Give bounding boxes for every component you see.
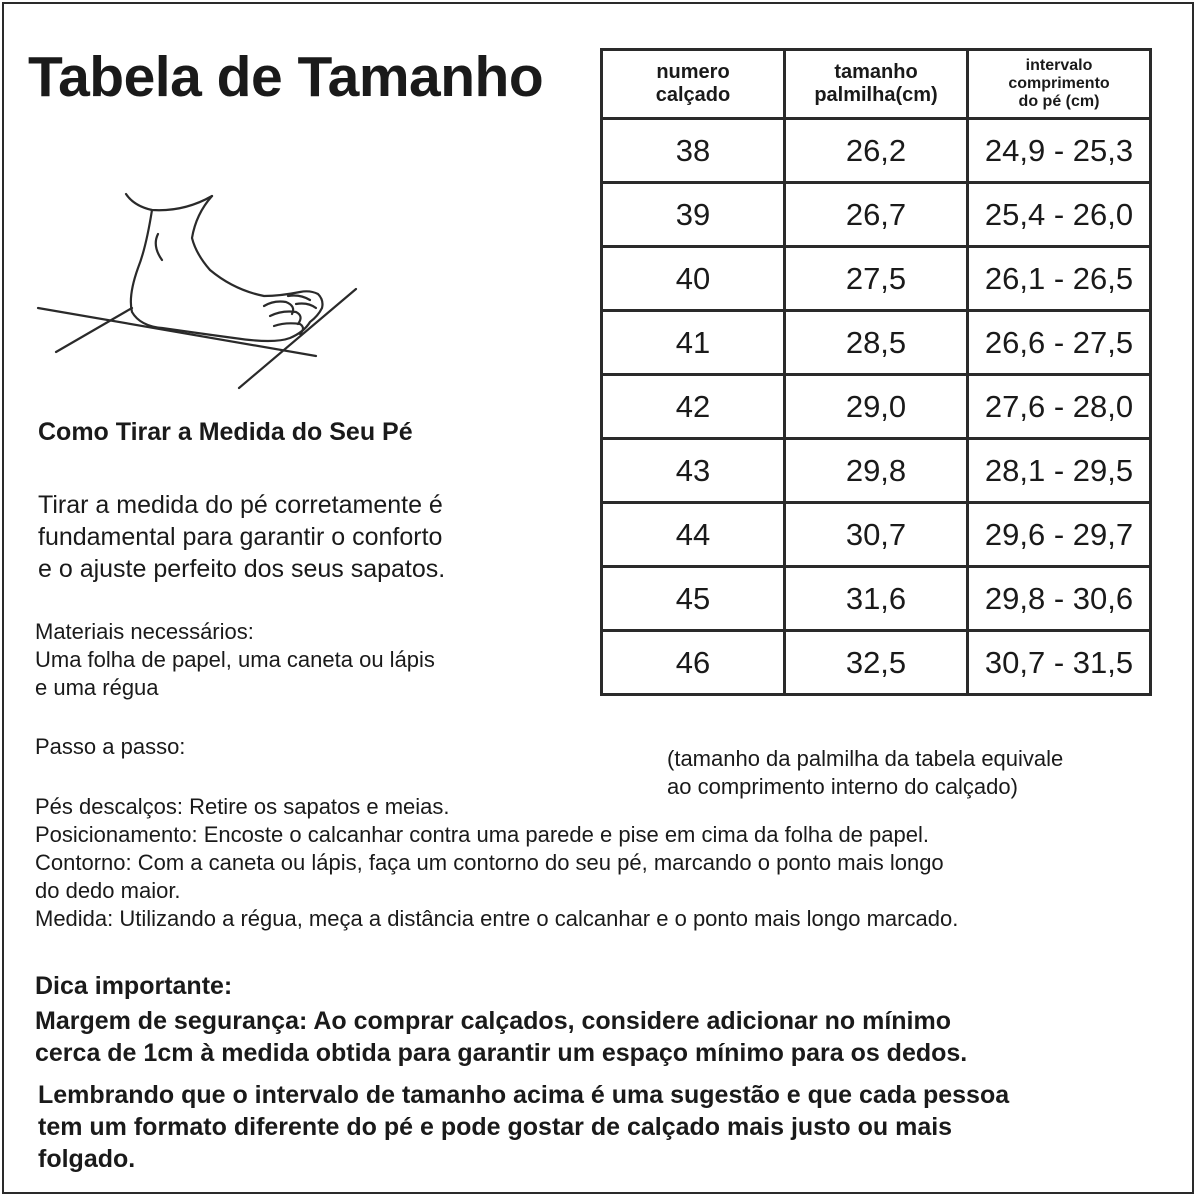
cell-shoe-number: 45 — [602, 567, 785, 631]
steps-section — [35, 793, 958, 933]
size-table — [600, 48, 1152, 696]
cell-shoe-number: 43 — [602, 439, 785, 503]
intro-paragraph — [38, 489, 445, 585]
table-row — [602, 439, 1151, 503]
step-line: Medida: Utilizando a régua, meça a distância entre o calcanhar e o ponto mais longo marcado. — [35, 906, 959, 931]
header-insole-size — [785, 50, 968, 119]
closing-note — [38, 1079, 1188, 1175]
table-note-line: ao comprimento interno do calçado) — [667, 774, 1018, 799]
cell-shoe-number: 44 — [602, 503, 785, 567]
table-header-row — [602, 50, 1151, 119]
step-line: do dedo maior. — [35, 878, 181, 903]
table-note — [667, 745, 1063, 801]
header-text: comprimento — [1008, 75, 1110, 92]
cell-insole-size: 30,7 — [785, 503, 968, 567]
header-text: numero — [656, 61, 730, 83]
cell-insole-size: 27,5 — [785, 247, 968, 311]
cell-shoe-number: 42 — [602, 375, 785, 439]
cell-foot-range: 26,1 - 26,5 — [968, 247, 1151, 311]
header-foot-length-range — [968, 50, 1151, 119]
tip-line: cerca de 1cm à medida obtida para garantir um espaço mínimo para os dedos. — [35, 1039, 968, 1067]
cell-insole-size: 26,7 — [785, 183, 968, 247]
materials-line: e uma régua — [35, 675, 159, 700]
header-text: intervalo — [1025, 57, 1093, 74]
header-shoe-number — [602, 50, 785, 119]
table-row — [602, 567, 1151, 631]
cell-foot-range: 30,7 - 31,5 — [968, 631, 1151, 695]
header-text: do pé (cm) — [1018, 93, 1100, 110]
page-title: Tabela de Tamanho — [28, 45, 544, 109]
steps-title: Passo a passo: — [35, 734, 186, 759]
header-text: tamanho — [834, 61, 918, 83]
cell-foot-range: 25,4 - 26,0 — [968, 183, 1151, 247]
cell-shoe-number: 46 — [602, 631, 785, 695]
cell-insole-size: 28,5 — [785, 311, 968, 375]
intro-line: Tirar a medida do pé corretamente é — [38, 491, 443, 519]
cell-insole-size: 26,2 — [785, 119, 968, 183]
table-row — [602, 311, 1151, 375]
cell-shoe-number: 38 — [602, 119, 785, 183]
table-row — [602, 503, 1151, 567]
cell-foot-range: 27,6 - 28,0 — [968, 375, 1151, 439]
how-to-measure-title: Como Tirar a Medida do Seu Pé — [38, 418, 413, 446]
table-row — [602, 247, 1151, 311]
intro-line: e o ajuste perfeito dos seus sapatos. — [38, 555, 446, 583]
step-line: Posicionamento: Encoste o calcanhar contra uma parede e pise em cima da folha de papel. — [35, 822, 929, 847]
cell-foot-range: 29,6 - 29,7 — [968, 503, 1151, 567]
cell-shoe-number: 40 — [602, 247, 785, 311]
materials-line: Uma folha de papel, uma caneta ou lápis — [35, 647, 435, 672]
step-line: Pés descalços: Retire os sapatos e meias. — [35, 794, 450, 819]
tip-title: Dica importante: — [35, 972, 233, 1000]
cell-shoe-number: 39 — [602, 183, 785, 247]
cell-insole-size: 32,5 — [785, 631, 968, 695]
closing-line: Lembrando que o intervalo de tamanho acima é uma sugestão e que cada pessoa — [38, 1081, 1010, 1109]
materials-section — [35, 618, 435, 702]
closing-line: tem um formato diferente do pé e pode gostar de calçado mais justo ou mais — [38, 1113, 953, 1141]
cell-foot-range: 28,1 - 29,5 — [968, 439, 1151, 503]
cell-insole-size: 29,0 — [785, 375, 968, 439]
header-text: palmilha(cm) — [814, 84, 938, 106]
cell-insole-size: 31,6 — [785, 567, 968, 631]
cell-foot-range: 29,8 - 30,6 — [968, 567, 1151, 631]
step-line: Contorno: Com a caneta ou lápis, faça um contorno do seu pé, marcando o ponto mais longo — [35, 850, 944, 875]
table-note-line: (tamanho da palmilha da tabela equivale — [667, 746, 1064, 771]
tip-line: Margem de segurança: Ao comprar calçados, considere adicionar no mínimo — [35, 1007, 952, 1035]
closing-line: folgado. — [38, 1145, 136, 1173]
cell-shoe-number: 41 — [602, 311, 785, 375]
cell-insole-size: 29,8 — [785, 439, 968, 503]
cell-foot-range: 24,9 - 25,3 — [968, 119, 1151, 183]
cell-foot-range: 26,6 - 27,5 — [968, 311, 1151, 375]
table-row — [602, 119, 1151, 183]
foot-measure-icon — [34, 188, 364, 393]
tip-text — [35, 1005, 967, 1069]
table-row — [602, 183, 1151, 247]
header-text: calçado — [655, 84, 731, 106]
table-row — [602, 375, 1151, 439]
intro-line: fundamental para garantir o conforto — [38, 523, 443, 551]
materials-line: Materiais necessários: — [35, 619, 254, 644]
table-row — [602, 631, 1151, 695]
